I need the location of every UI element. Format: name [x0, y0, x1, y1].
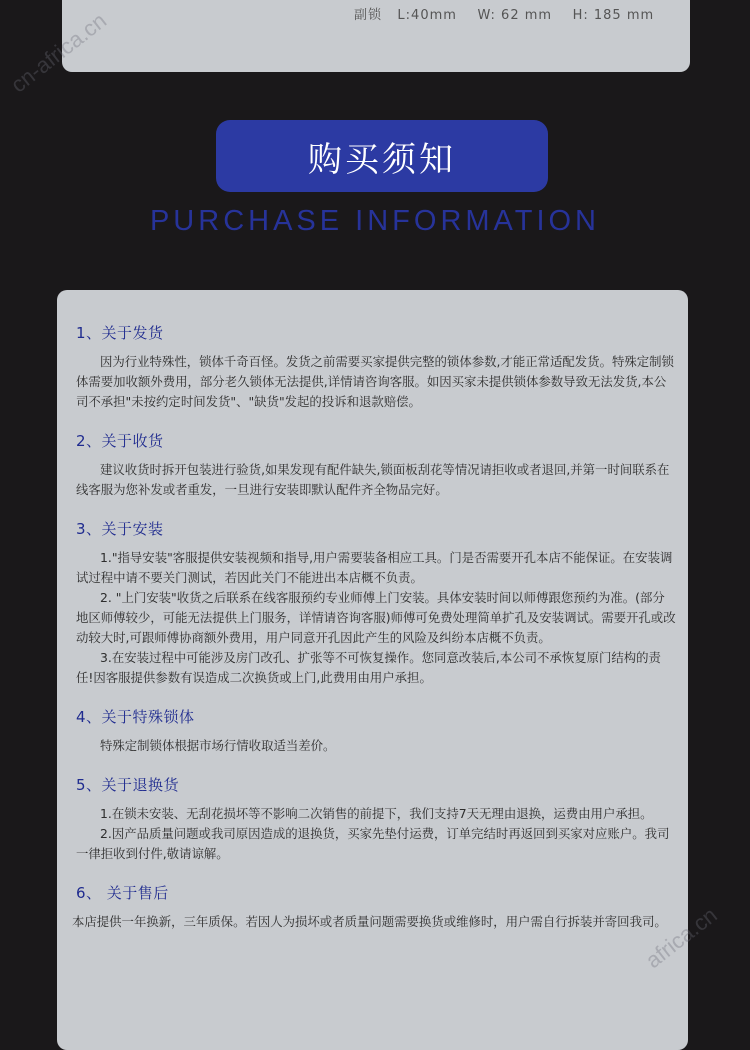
section-heading: 4、关于特殊锁体: [76, 708, 195, 726]
section-paragraph: 2.因产品质量问题或我司原因造成的退换货，买家先垫付运费，订单完结时再返回到买家对应账户。我司一律拒收到付件,敬请谅解。: [76, 826, 670, 861]
section-paragraph: 2. "上门安装"收货之后联系在线客服预约专业师傅上门安装。具体安装时间以师傅跟您预约为准。(部分地区师傅较少，可能无法提供上门服务，详情请咨询客服)师傅可免费处理简单扩孔及安装调试。需要开孔或改动较大时,可跟师傅协商额外费用，用户同意开孔因此产生的风险及纠纷本店概不负责。: [76, 590, 676, 645]
purchase-title-banner: [216, 120, 548, 192]
section-receiving: [76, 430, 676, 500]
page-subtitle: PURCHASE INFORMATION: [149, 205, 601, 237]
section-paragraph: 1.在锁未安装、无刮花损坏等不影响二次销售的前提下，我们支持7天无理由退换，运费由用户承担。: [100, 806, 653, 821]
section-paragraph: 建议收货时拆开包装进行验货,如果发现有配件缺失,锁面板刮花等情况请拒收或者退回,并第一时间联系在线客服为您补发或者重发，一旦进行安装即默认配件齐全物品完好。: [76, 462, 670, 497]
section-heading: 2、关于收货: [76, 432, 164, 450]
dims-length: L:40mm: [397, 8, 457, 23]
section-heading: 6、 关于售后: [76, 884, 169, 902]
dims-height: H: 185 mm: [572, 8, 655, 23]
dims-width: W: 62 mm: [477, 8, 553, 23]
section-heading: 1、关于发货: [76, 324, 164, 342]
section-shipping: [76, 322, 676, 412]
section-special-lock: [76, 706, 676, 756]
watermark-left: cn-africa.cn: [6, 7, 112, 98]
section-paragraph: 3.在安装过程中可能涉及房门改孔、扩张等不可恢复操作。您同意改装后,本公司不承恢复原门结构的责任!因客服提供参数有误造成二次换货或上门,此费用由用户承担。: [76, 650, 661, 685]
section-heading: 3、关于安装: [76, 520, 164, 538]
section-heading: 5、关于退换货: [76, 776, 180, 794]
section-installation: [76, 518, 676, 688]
watermark-right: africa.cn: [640, 902, 722, 974]
section-paragraph: 因为行业特殊性，锁体千奇百怪。发货之前需要买家提供完整的锁体参数,才能正常适配发货。特殊定制锁体需要加收额外费用，部分老久锁体无法提供,详情请咨询客服。如因买家未提供锁体参数导致无法发货,本公司不承担"未按约定时间发货"、"缺货"发起的投诉和退款赔偿。: [76, 354, 674, 409]
dims-label: 副锁: [354, 8, 383, 23]
dimensions-row: [354, 4, 654, 23]
section-paragraph: 1."指导安装"客服提供安装视频和指导,用户需要装备相应工具。门是否需要开孔本店不能保证。在安装调试过程中请不要关门测试，若因此关门不能进出本店概不负责。: [76, 550, 673, 585]
section-paragraph: 特殊定制锁体根据市场行情收取适当差价。: [100, 738, 336, 753]
page-title: 购买须知: [308, 139, 456, 180]
product-dimensions-card: [62, 0, 690, 72]
section-returns: [76, 774, 676, 864]
section-after-sales: [72, 882, 676, 932]
purchase-info-content: [72, 322, 676, 950]
section-paragraph: 本店提供一年换新，三年质保。若因人为损坏或者质量问题需要换货或维修时，用户需自行拆装并寄回我司。: [72, 914, 667, 929]
